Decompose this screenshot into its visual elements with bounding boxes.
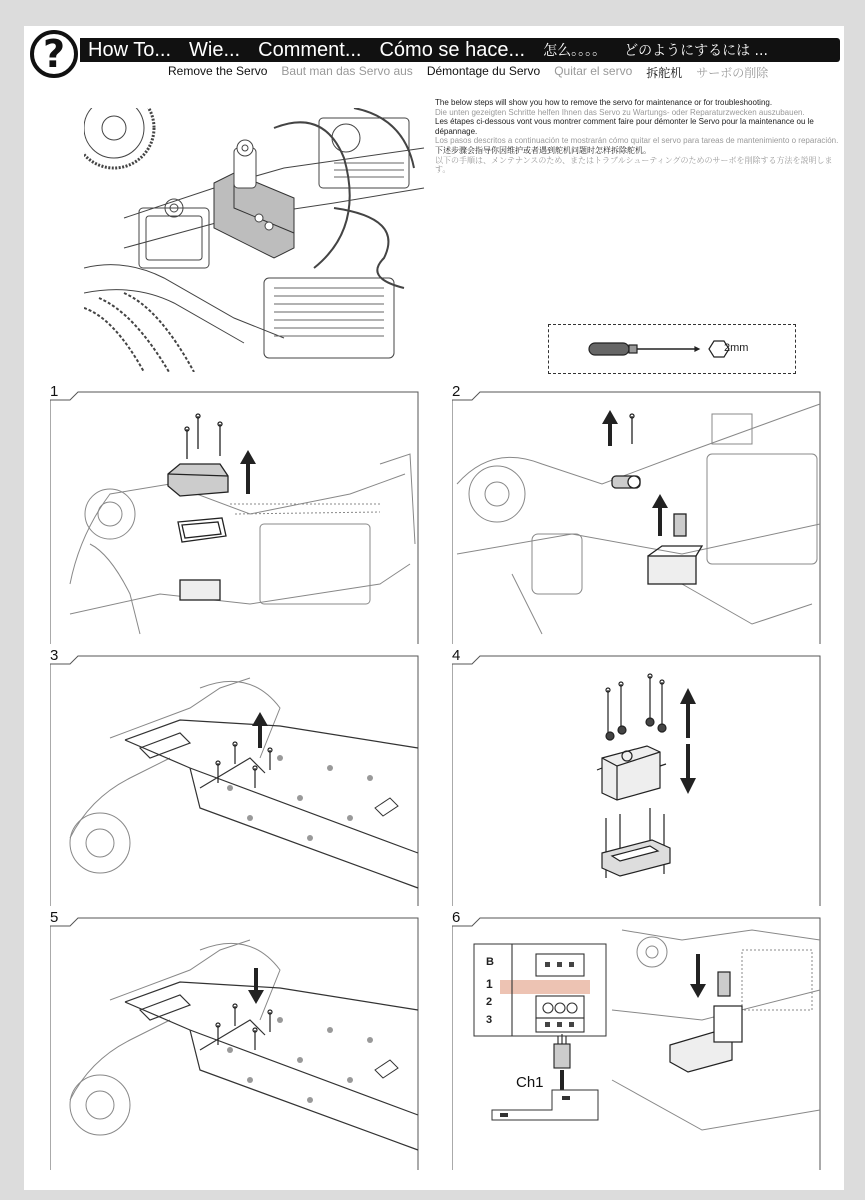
question-icon: ?: [30, 30, 78, 78]
page-header: [30, 30, 840, 92]
description-es: Los pasos descritos a continuación te mostrarán cómo quitar el servo para tareas de mantenimiento o reparación.: [435, 136, 839, 146]
subtitle-en: Remove the Servo: [168, 64, 268, 78]
step-4: [452, 648, 822, 906]
title-jp: どのようにするには ...: [624, 43, 768, 59]
subtitle-row: [168, 64, 768, 81]
subtitle-de: Baut man das Servo aus: [281, 64, 413, 78]
title-es: Cómo se hace...: [379, 38, 526, 61]
subtitle-es: Quitar el servo: [554, 64, 633, 78]
title-bar: [80, 38, 840, 62]
step-number: 4: [452, 647, 461, 664]
title-de: Wie...: [189, 38, 241, 61]
step-6: [452, 910, 822, 1170]
receiver-row-3: 3: [486, 1014, 493, 1026]
servo-overview-illustration: [84, 108, 426, 372]
step-6-illustration: [452, 910, 822, 1170]
tool-size-label: 2mm: [724, 342, 749, 354]
subtitle-jp: サーボの削除: [696, 66, 769, 80]
subtitle-fr: Démontage du Servo: [426, 64, 541, 78]
description-de: Die unten gezeigten Schritte helfen Ihnen das Servo zu Wartungs- oder Reparaturzwecken auszubauen.: [435, 107, 805, 117]
step-number: 2: [452, 383, 461, 400]
channel-label: Ch1: [516, 1074, 544, 1091]
receiver-row-2: 2: [486, 996, 493, 1008]
tool-requirement-box: [548, 324, 796, 374]
step-5-illustration: [50, 910, 420, 1170]
description-en: The below steps will show you how to remove the servo for maintenance or for troubleshooting.: [435, 98, 773, 107]
step-3: [50, 648, 420, 906]
description-block: [435, 98, 840, 175]
step-1: [50, 384, 420, 644]
description-jp: 以下の手順は、メンテナンスのため、またはトラブルシューティングのためのサーボを削除する方法を説明します。: [435, 155, 833, 175]
receiver-row-1: 1: [486, 977, 493, 991]
title-fr: Comment...: [258, 38, 362, 61]
step-1-illustration: [50, 384, 420, 644]
step-number: 1: [50, 383, 59, 400]
step-5: [50, 910, 420, 1170]
step-number: 6: [452, 909, 461, 926]
title-en: How To...: [88, 38, 171, 61]
description-cn: 下述步骤会指导你因维护或者遇到舵机问题时怎样拆除舵机。: [435, 145, 651, 155]
step-2-illustration: [452, 384, 822, 644]
step-number: 3: [50, 647, 59, 664]
step-4-illustration: [452, 648, 822, 906]
step-2: [452, 384, 822, 644]
subtitle-cn: 拆舵机: [646, 66, 683, 80]
description-fr: Les étapes ci-dessous vont vous montrer comment faire pour démonter le Servo pour la maintenance ou le dépannage.: [435, 117, 814, 136]
step-3-illustration: [50, 648, 420, 906]
title-cn: 怎么。。。。: [543, 43, 607, 59]
step-number: 5: [50, 909, 59, 926]
receiver-row-b: B: [486, 956, 494, 968]
